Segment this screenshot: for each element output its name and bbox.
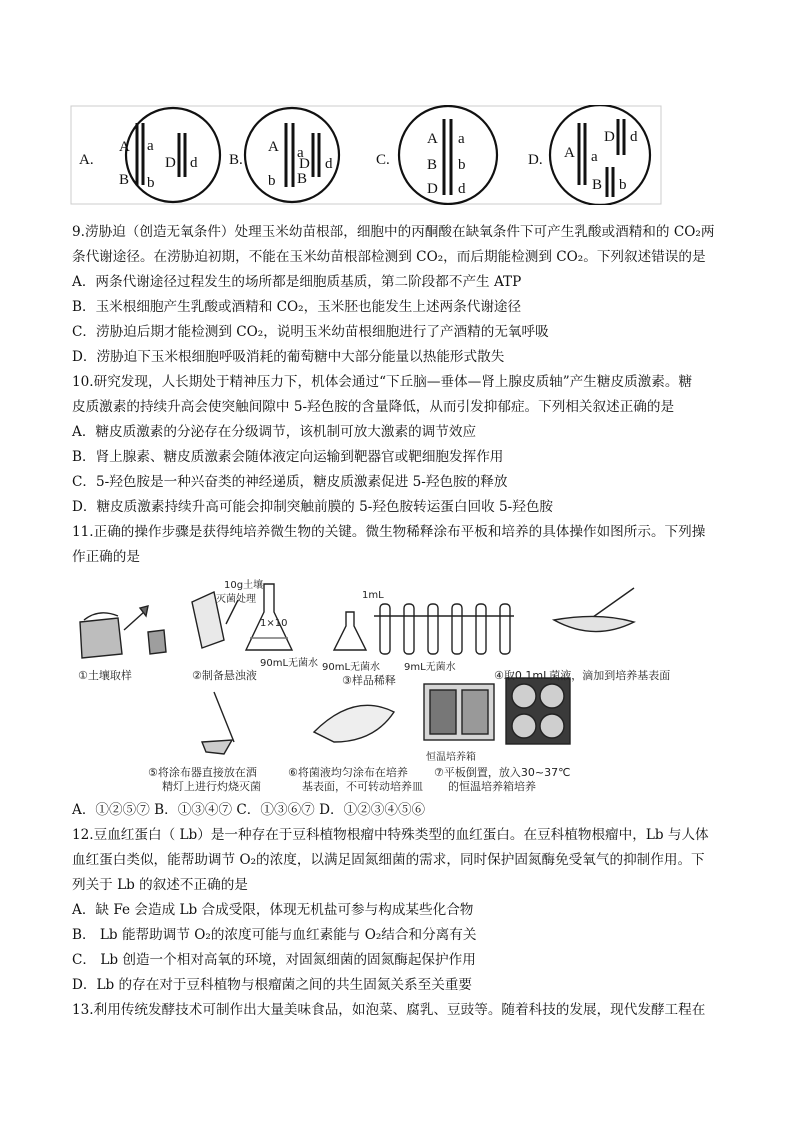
- step7-caption-line1: ⑦平板倒置，放入30~37℃: [434, 766, 571, 779]
- chromosome-figure: [70, 105, 662, 205]
- q10-stem-line1: 10.研究发现，人长期处于精神压力下，机体会通过“下丘脑—垂体—肾上腺皮质轴”产生糖皮质激素。糖: [72, 374, 693, 390]
- q9-option-b: B．玉米根细胞产生乳酸或酒精和 CO₂，玉米胚也能发生上述两条代谢途径: [72, 299, 522, 315]
- step7-caption-line2: 的恒温培养箱培养: [448, 780, 536, 793]
- soil-sample-label: 10g土壤: [224, 580, 264, 591]
- gene-label: D: [427, 181, 438, 197]
- chrom-option-label: D.: [528, 152, 543, 168]
- gene-label: b: [619, 177, 627, 193]
- q13-stem-line1: 13.利用传统发酵技术可制作出大量美味食品，如泡菜、腐乳、豆豉等。随着科技的发展，现代发酵工程在: [72, 1002, 706, 1018]
- q12-option-b: B． Lb 能帮助调节 O₂的浓度可能与血红素能与 O₂结合和分离有关: [72, 927, 477, 943]
- procedure-drawing: [74, 572, 724, 796]
- gene-label: D: [299, 156, 310, 172]
- chrom-option-label: C.: [376, 152, 390, 168]
- gene-label: b: [147, 175, 155, 191]
- step2-caption: ②制备悬浊液: [192, 669, 257, 682]
- step6-caption-line2: 基表面，不可转动培养皿: [302, 780, 423, 793]
- chrom-option-label: A.: [79, 152, 94, 168]
- q10-stem-line2: 皮质激素的持续升高会使突触间隙中 5-羟色胺的含量降低，从而引发抑郁症。下列相关叙述正确的是: [72, 399, 675, 415]
- gene-label: B: [297, 171, 308, 187]
- step3-caption: ③样品稀释: [342, 674, 396, 687]
- gene-label: a: [147, 138, 154, 154]
- q10-option-a: A．糖皮质激素的分泌存在分级调节，该机制可放大激素的调节效应: [72, 424, 477, 440]
- microbe-procedure-figure: [74, 572, 724, 796]
- step4-caption: ④取0.1mL菌液，滴加到培养基表面: [494, 669, 671, 682]
- tube-volume-label: 1mL: [362, 590, 384, 601]
- q12-option-a: A．缺 Fe 会造成 Lb 合成受限，体现无机盐可参与构成某些化合物: [72, 902, 474, 918]
- flask-mark: 1×10: [260, 618, 288, 629]
- q10-option-d: D．糖皮质激素持续升高可能会抑制突触前膜的 5-羟色胺转运蛋白回收 5-羟色胺: [72, 499, 554, 515]
- gene-label: b: [458, 157, 466, 173]
- q11-stem-line2: 作正确的是: [72, 549, 140, 565]
- q12-stem-line2: 血红蛋白类似，能帮助调节 O₂的浓度，以满足固氮细菌的需求，同时保护固氮酶免受氧气的抑制作用。下: [72, 852, 705, 868]
- step1-caption: ①土壤取样: [78, 669, 132, 682]
- q9-option-c: C．涝胁迫后期才能检测到 CO₂，说明玉米幼苗根细胞进行了产酒精的无氧呼吸: [72, 324, 549, 340]
- q12-stem-line3: 列关于 Lb 的叙述不正确的是: [72, 877, 248, 893]
- step5-caption-line2: 精灯上进行灼烧灭菌: [162, 780, 261, 793]
- gene-label: a: [458, 131, 465, 147]
- gene-label: a: [591, 149, 598, 165]
- gene-label: A: [268, 139, 279, 155]
- q10-option-b: B．肾上腺素、糖皮质激素会随体液定向运输到靶器官或靶细胞发挥作用: [72, 449, 504, 465]
- gene-label: D: [165, 155, 176, 171]
- step6-caption-line1: ⑥将菌液均匀涂布在培养: [288, 766, 408, 779]
- water-90ml-label-2: 90mL无菌水: [322, 662, 381, 673]
- q9-option-a: A．两条代谢途径过程发生的场所都是细胞质基质，第二阶段都不产生 ATP: [72, 274, 522, 290]
- gene-label: B: [119, 172, 130, 188]
- gene-label: d: [190, 155, 198, 171]
- gene-label: A: [427, 131, 438, 147]
- q10-option-c: C．5-羟色胺是一种兴奋类的神经递质，糖皮质激素促进 5-羟色胺的释放: [72, 474, 508, 490]
- q9-stem-line2: 条代谢途径。在涝胁迫初期，不能在玉米幼苗根部检测到 CO₂，而后期能检测到 CO₂。下列叙述错误的是: [72, 249, 706, 265]
- gene-label: A: [119, 139, 130, 155]
- q9-option-d: D．涝胁迫下玉米根细胞呼吸消耗的葡萄糖中大部分能量以热能形式散失: [72, 349, 505, 365]
- q9-stem-line1: 9.涝胁迫（创造无氧条件）处理玉米幼苗根部，细胞中的丙酮酸在缺氧条件下可产生乳酸或酒精和的 CO₂两: [72, 224, 715, 240]
- q11-options: A．①②⑤⑦ B．①③④⑦ C．①③⑥⑦ D．①②③④⑤⑥: [72, 802, 426, 818]
- gene-label: B: [592, 177, 603, 193]
- q12-option-d: D．Lb 的存在对于豆科植物与根瘤菌之间的共生固氮关系至关重要: [72, 977, 472, 993]
- gene-label: A: [564, 145, 575, 161]
- gene-label: D: [604, 129, 615, 145]
- gene-label: b: [268, 173, 276, 189]
- gene-label: d: [325, 156, 333, 172]
- step5-caption-line1: ⑤将涂布器直接放在酒: [148, 766, 257, 779]
- q11-stem-line1: 11.正确的操作步骤是获得纯培养微生物的关键。微生物稀释涂布平板和培养的具体操作如图所示。下列操: [72, 524, 706, 540]
- sterilize-label: 灭菌处理: [216, 594, 256, 605]
- incubator-label: 恒温培养箱: [426, 752, 476, 763]
- gene-label: B: [427, 157, 438, 173]
- q12-option-c: C． Lb 创造一个相对高氧的环境，对固氮细菌的固氮酶起保护作用: [72, 952, 476, 968]
- gene-label: a: [297, 145, 304, 161]
- water-90ml-label: 90mL无菌水: [260, 658, 319, 669]
- chrom-option-label: B.: [229, 152, 243, 168]
- q12-stem-line1: 12.豆血红蛋白（ Lb）是一种存在于豆科植物根瘤中特殊类型的血红蛋白。在豆科植物根瘤中，Lb 与人体: [72, 827, 709, 843]
- gene-label: d: [630, 129, 638, 145]
- gene-label: d: [458, 181, 466, 197]
- water-9ml-label: 9mL无菌水: [404, 662, 456, 673]
